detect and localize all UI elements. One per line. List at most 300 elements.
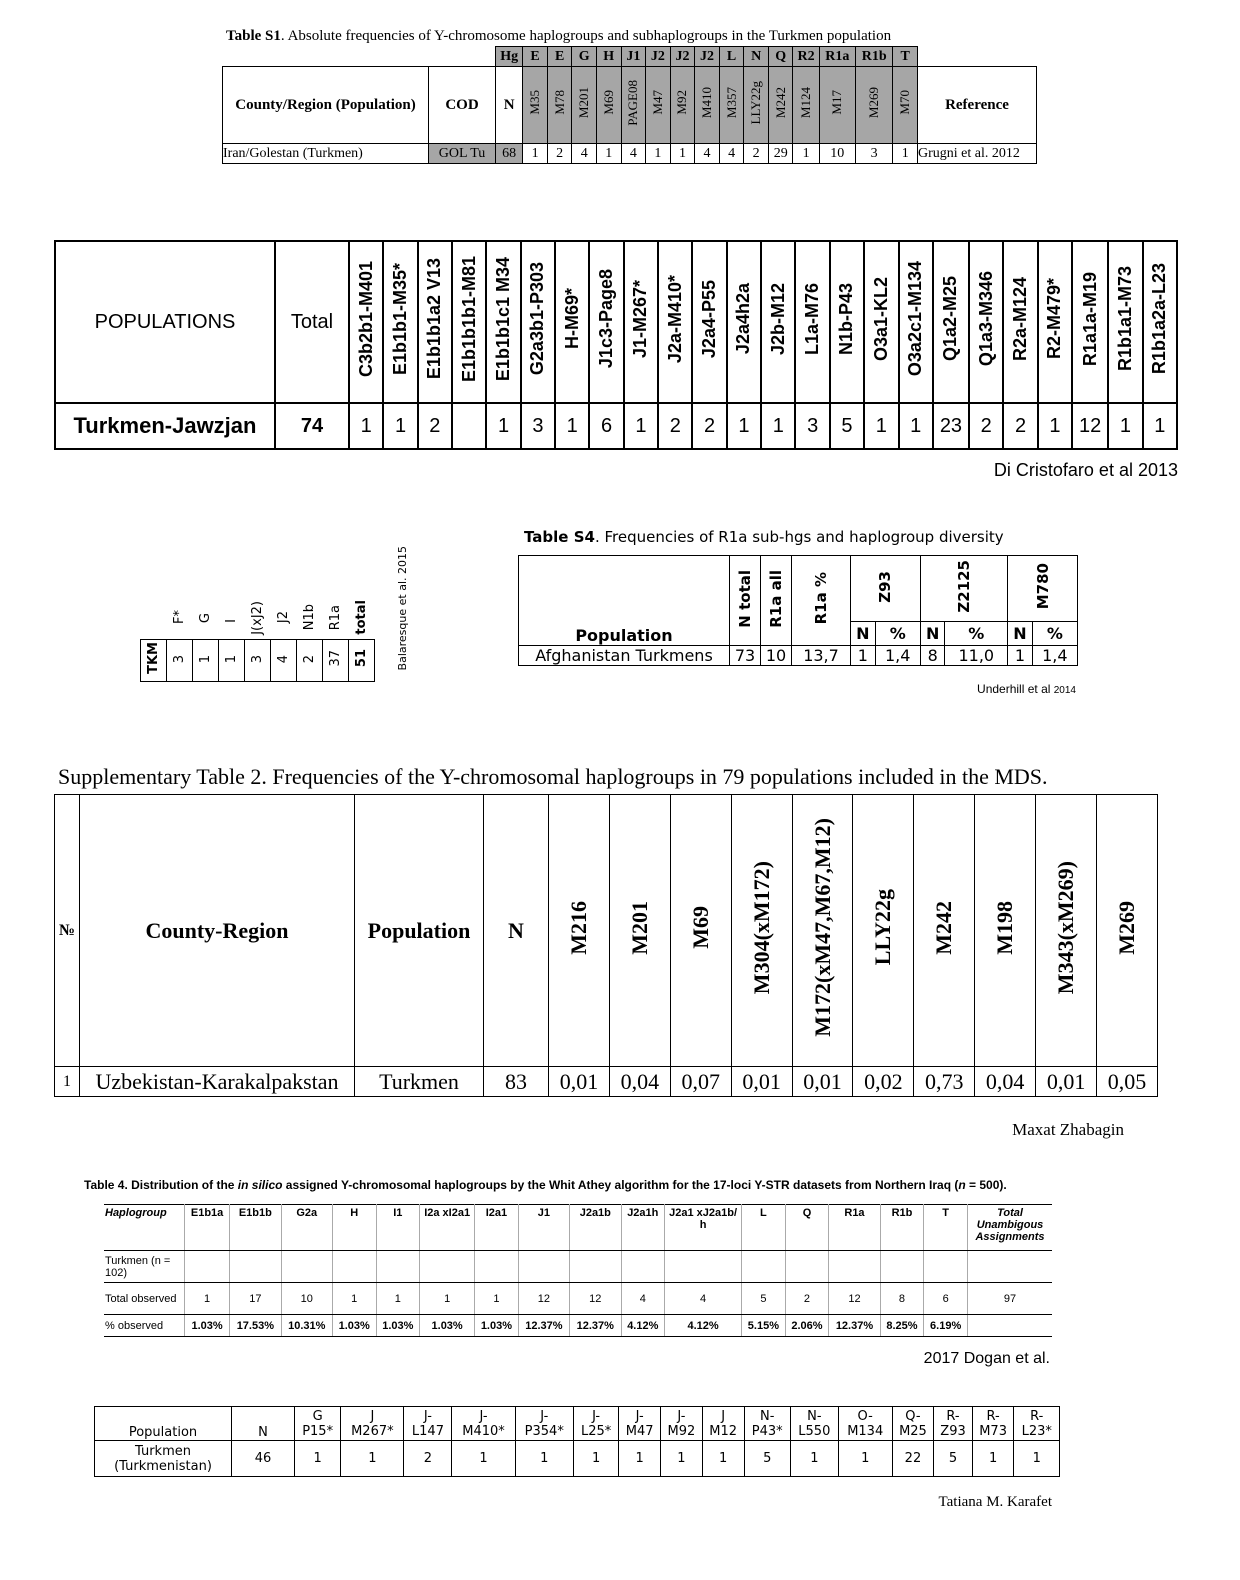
hg-header-line1: J- xyxy=(592,1408,601,1424)
haplogroup-label: R1a1a-M19 xyxy=(1079,271,1100,367)
value-cell: 37 xyxy=(328,649,343,667)
value-cell: 17 xyxy=(230,1283,281,1315)
value-cell xyxy=(281,1251,332,1283)
underhill-caption-label: Table S4 xyxy=(524,528,595,546)
marker-label: M35 xyxy=(527,90,543,115)
n-cell: 68 xyxy=(496,144,523,164)
value-cell: 3 xyxy=(250,655,265,664)
marker-label: M201 xyxy=(576,86,592,119)
value-cell xyxy=(880,1251,924,1283)
value-cell: 5 xyxy=(744,1441,790,1477)
haplogroup-label: J1c3-Page8 xyxy=(596,269,617,369)
hg-header: J2a1 xJ2a1b/ h xyxy=(665,1205,742,1251)
marker-header xyxy=(819,67,855,144)
value-cell: 4 xyxy=(695,144,720,164)
value-cell: 4 xyxy=(719,144,744,164)
marker-label: M357 xyxy=(723,86,739,119)
hg-header-line1: O- xyxy=(857,1408,873,1424)
haplogroup-header xyxy=(624,241,658,403)
value-cell: 0,07 xyxy=(670,1067,731,1097)
value-cell: 1 xyxy=(838,1441,892,1477)
value-cell: 1 xyxy=(452,1441,515,1477)
hg-cell: R2 xyxy=(793,47,819,67)
marker-label: M69 xyxy=(600,90,616,115)
value-cell: 1 xyxy=(702,1441,744,1477)
marker-header xyxy=(768,67,793,144)
value-cell xyxy=(829,1251,880,1283)
marker-label: M69 xyxy=(687,906,713,949)
hg-label: G xyxy=(198,612,213,623)
hg-header xyxy=(573,1407,618,1441)
value-cell: 1 xyxy=(295,1441,341,1477)
underhill-credit xyxy=(870,682,1076,696)
value-cell: 11,0 xyxy=(945,646,1008,666)
value-cell: 1 xyxy=(661,1441,703,1477)
dogan-credit: 2017 Dogan et al. xyxy=(923,1350,1050,1367)
hg-header: L xyxy=(742,1205,786,1251)
table-s1-caption xyxy=(226,28,1037,46)
haplogroup-label: E1b1b1-M35* xyxy=(390,262,411,376)
value-cell: 4 xyxy=(621,1283,665,1315)
marker-header xyxy=(670,795,731,1067)
value-cell: 1 xyxy=(515,1441,573,1477)
value-cell: 2 xyxy=(744,144,769,164)
value-cell: 5 xyxy=(742,1283,786,1315)
total-cell xyxy=(968,1315,1053,1337)
value-cell xyxy=(785,1251,829,1283)
value-cell: 2 xyxy=(969,403,1003,449)
marker-header xyxy=(695,67,720,144)
haplogroup-label: E1b1b1c1 M34 xyxy=(493,256,514,382)
hg-label: N1b xyxy=(302,604,317,631)
hg-cell: E xyxy=(547,47,572,67)
r1aall-label: R1a all xyxy=(767,569,785,628)
hg-header-line1: J xyxy=(721,1408,726,1424)
haplogroup-header xyxy=(486,241,520,403)
haplogroup-header xyxy=(795,241,829,403)
marker-header xyxy=(547,67,572,144)
value-cell: 8.25% xyxy=(880,1315,924,1337)
haplogroup-header xyxy=(761,241,795,403)
value-cell xyxy=(924,1251,968,1283)
hg-header: J2a1b xyxy=(570,1205,621,1251)
hg-cell: R1b xyxy=(855,47,892,67)
row-label: Total observed xyxy=(104,1283,185,1315)
row-label: Turkmen (n = 102) xyxy=(104,1251,185,1283)
value-cell: 1,4 xyxy=(1032,646,1077,666)
n-subheader: N xyxy=(920,622,945,646)
value-cell: 1.03% xyxy=(420,1315,475,1337)
value-cell: 1 xyxy=(224,655,239,664)
value-cell: 6 xyxy=(589,403,623,449)
table-s1-block xyxy=(222,28,1037,164)
marker-label: LLY22g xyxy=(870,889,896,966)
marker-label: M17 xyxy=(829,90,845,115)
value-cell xyxy=(621,1251,665,1283)
value-cell: 1 xyxy=(383,403,417,449)
marker-header xyxy=(914,795,975,1067)
marker-label: M242 xyxy=(772,86,788,119)
hg-header xyxy=(702,1407,744,1441)
hg-header xyxy=(515,1407,573,1441)
haplogroup-header xyxy=(452,241,486,403)
dogan-block xyxy=(104,1204,1052,1337)
pct-subheader: % xyxy=(875,622,920,646)
hg-header xyxy=(661,1407,703,1441)
balaresque-credit xyxy=(396,546,409,670)
value-cell: 17.53% xyxy=(230,1315,281,1337)
r1apct-label: R1a % xyxy=(812,572,830,625)
group-header xyxy=(920,556,1007,622)
haplogroup-label: J2a-M410* xyxy=(664,274,685,364)
value-cell xyxy=(570,1251,621,1283)
hg-cell: N xyxy=(744,47,769,67)
value-cell: 0,01 xyxy=(792,1067,853,1097)
hg-cell: R1a xyxy=(819,47,855,67)
value-cell: 6 xyxy=(924,1283,968,1315)
haplogroup-label: O3a2c1-M134 xyxy=(905,261,926,377)
value-cell: 5.15% xyxy=(742,1315,786,1337)
hg-label: I xyxy=(224,618,239,623)
group-label: M780 xyxy=(1033,563,1052,610)
haplogroup-header xyxy=(555,241,589,403)
hg-header-line1: J xyxy=(370,1408,375,1424)
value-cell: 1 xyxy=(596,144,621,164)
value-cell: 1 xyxy=(670,144,695,164)
value-cell: 1 xyxy=(793,144,819,164)
hg-cell: J2 xyxy=(695,47,720,67)
hg-header xyxy=(341,1407,404,1441)
haplogroup-header xyxy=(1003,241,1037,403)
balaresque-block xyxy=(140,600,380,675)
value-cell: 10 xyxy=(761,646,792,666)
zhabagin-block xyxy=(54,794,1158,1097)
underhill-caption xyxy=(524,528,1004,546)
hg-header xyxy=(452,1407,515,1441)
marker-label: M242 xyxy=(931,900,957,955)
marker-label: M304(xM172) xyxy=(748,860,774,995)
value-cell: 4 xyxy=(621,144,646,164)
hg-header: I2a xI2a1 xyxy=(420,1205,475,1251)
dicristofaro-block xyxy=(54,240,1178,450)
table-s1 xyxy=(222,46,1037,164)
value-cell: 1 xyxy=(523,144,548,164)
haplogroup-label: R2a-M124 xyxy=(1010,276,1031,362)
hg-header xyxy=(934,1407,972,1441)
haplogroup-label: L1a-M76 xyxy=(802,282,823,356)
haplogroup-label: J2b-M12 xyxy=(767,282,788,356)
value-cell: 12.37% xyxy=(570,1315,621,1337)
dogan-caption xyxy=(84,1178,1007,1192)
hg-header-line2: M73 xyxy=(979,1423,1007,1439)
marker-header xyxy=(975,795,1036,1067)
marker-header xyxy=(719,67,744,144)
value-cell: 1 xyxy=(555,403,589,449)
haplogroup-label: J1-M267* xyxy=(630,279,651,359)
n-cell: 83 xyxy=(484,1067,549,1097)
total-label: total xyxy=(354,600,369,635)
haplogroup-header xyxy=(383,241,417,403)
population-label: TKM xyxy=(146,642,161,675)
hg-header-line1: J- xyxy=(677,1408,686,1424)
value-cell: 5 xyxy=(830,403,864,449)
n-header: N xyxy=(496,67,523,144)
marker-header xyxy=(793,67,819,144)
marker-header xyxy=(549,795,610,1067)
n-header: N xyxy=(484,795,549,1067)
county-header: County-Region xyxy=(80,795,355,1067)
value-cell: 1 xyxy=(761,403,795,449)
table-s1-caption-label: Table S1 xyxy=(226,28,281,44)
value-cell: 2 xyxy=(1003,403,1037,449)
haplogroup-header xyxy=(692,241,726,403)
hg-header-line2: P15* xyxy=(302,1423,334,1439)
value-cell: 12 xyxy=(829,1283,880,1315)
hg-cell: T xyxy=(893,47,918,67)
value-cell: 1.03% xyxy=(332,1315,376,1337)
value-cell: 2 xyxy=(302,655,317,664)
hg-header xyxy=(972,1407,1014,1441)
hg-header-line2: P354* xyxy=(524,1423,564,1439)
group-label: Z2125 xyxy=(954,560,973,613)
value-cell xyxy=(665,1251,742,1283)
value-cell: 1,4 xyxy=(875,646,920,666)
value-cell: 73 xyxy=(730,646,761,666)
group-header xyxy=(1008,556,1078,622)
value-cell xyxy=(518,1251,569,1283)
population-header: Population xyxy=(355,795,484,1067)
hg-header: H xyxy=(332,1205,376,1251)
hg-cell: J2 xyxy=(646,47,671,67)
value-cell: 10 xyxy=(281,1283,332,1315)
value-cell xyxy=(185,1251,230,1283)
underhill-block xyxy=(518,555,1078,666)
hg-header: T xyxy=(924,1205,968,1251)
hg-header-line2: L147 xyxy=(411,1423,444,1439)
value-cell: 4 xyxy=(276,655,291,664)
value-cell: 12.37% xyxy=(518,1315,569,1337)
hg-cell: H xyxy=(596,47,621,67)
marker-label: M343(xM269) xyxy=(1053,860,1079,995)
haplogroup-label: O3a1-KL2 xyxy=(870,276,891,362)
karafet-block xyxy=(94,1406,1060,1477)
value-cell: 1 xyxy=(899,403,933,449)
haplogroup-label: Q1a2-M25 xyxy=(940,276,961,362)
value-cell: 1 xyxy=(341,1441,404,1477)
haplogroup-header xyxy=(1143,241,1177,403)
hg-header xyxy=(892,1407,934,1441)
hg-cell: Q xyxy=(768,47,793,67)
value-cell: 1 xyxy=(185,1283,230,1315)
marker-header xyxy=(670,67,695,144)
hg-header-line2: P43* xyxy=(751,1423,783,1439)
marker-header xyxy=(646,67,671,144)
hg-header-line2: M134 xyxy=(847,1423,884,1439)
value-cell: 12 xyxy=(518,1283,569,1315)
marker-header xyxy=(893,67,918,144)
value-cell: 4 xyxy=(572,144,597,164)
marker-header xyxy=(731,795,792,1067)
population-cell: Afghanistan Turkmens xyxy=(519,646,730,666)
group-label: Z93 xyxy=(876,570,895,603)
value-cell: 1.03% xyxy=(185,1315,230,1337)
value-cell: 5 xyxy=(934,1441,972,1477)
hg-header xyxy=(295,1407,341,1441)
value-cell: 1 xyxy=(1008,646,1033,666)
dogan-caption-a: Table 4. Distribution of the xyxy=(84,1178,238,1192)
value-cell: 1 xyxy=(851,646,876,666)
value-cell: 1 xyxy=(1143,403,1177,449)
marker-header xyxy=(744,67,769,144)
haplogroup-header xyxy=(864,241,898,403)
haplogroup-header xyxy=(658,241,692,403)
marker-label: M410 xyxy=(699,86,714,119)
n-subheader: N xyxy=(851,622,876,646)
value-cell: 1 xyxy=(475,1283,519,1315)
underhill-table xyxy=(518,555,1078,666)
total-cell: 74 xyxy=(275,403,349,449)
hg-header-line2: L550 xyxy=(798,1423,831,1439)
value-cell xyxy=(742,1251,786,1283)
n-subheader: N xyxy=(1008,622,1033,646)
hg-header xyxy=(404,1407,452,1441)
haplogroup-label: N1b-P43 xyxy=(836,282,857,356)
population-header xyxy=(519,556,730,646)
n-cell: 46 xyxy=(232,1441,295,1477)
hg-header-line1: J- xyxy=(423,1408,432,1424)
cod-cell: GOL Tu xyxy=(429,144,496,164)
hg-header-line1: G xyxy=(312,1408,323,1424)
value-cell: 1.03% xyxy=(475,1315,519,1337)
population-cell: Turkmen xyxy=(355,1067,484,1097)
hg-cell: J1 xyxy=(621,47,646,67)
haplogroup-header xyxy=(933,241,969,403)
haplogroup-header xyxy=(589,241,623,403)
value-cell: 13,7 xyxy=(792,646,851,666)
value-cell xyxy=(376,1251,420,1283)
hg-header-line2: M267* xyxy=(351,1423,394,1439)
marker-header xyxy=(523,67,548,144)
marker-header xyxy=(1036,795,1097,1067)
population-header: Population xyxy=(95,1407,232,1441)
marker-header xyxy=(855,67,892,144)
hg-header xyxy=(619,1407,661,1441)
hg-header: E1b1a xyxy=(185,1205,230,1251)
balaresque-credit-text: Balaresque et al. 2015 xyxy=(396,546,409,671)
hg-cell: E xyxy=(523,47,548,67)
hg-cell: G xyxy=(572,47,597,67)
value-cell: 12 xyxy=(1072,403,1108,449)
ntotal-header xyxy=(730,556,761,646)
cod-header: COD xyxy=(429,67,496,144)
value-cell: 22 xyxy=(892,1441,934,1477)
marker-label: M70 xyxy=(897,90,913,115)
hg-header: I2a1 xyxy=(475,1205,519,1251)
marker-label: M78 xyxy=(551,90,567,115)
value-cell: 12.37% xyxy=(829,1315,880,1337)
haplogroup-header xyxy=(727,241,761,403)
total-cell xyxy=(968,1251,1053,1283)
value-cell: 0,01 xyxy=(549,1067,610,1097)
value-cell: 2 xyxy=(658,403,692,449)
hg-header-line2: Z93 xyxy=(940,1423,966,1439)
value-cell: 1 xyxy=(332,1283,376,1315)
value-cell: 0,01 xyxy=(731,1067,792,1097)
marker-label: M172(xM47,M67,M12) xyxy=(809,818,835,1037)
haplogroup-label: E1b1b1a2 V13 xyxy=(424,258,445,380)
value-cell: 0,04 xyxy=(609,1067,670,1097)
marker-label: M269 xyxy=(1114,900,1139,955)
value-cell: 1 xyxy=(864,403,898,449)
marker-header xyxy=(1097,795,1158,1067)
hg-header-line1: J- xyxy=(635,1408,644,1424)
marker-label: PAGE08 xyxy=(625,79,641,126)
dicristofaro-table xyxy=(54,240,1178,450)
value-cell: 0,01 xyxy=(1036,1067,1097,1097)
hg-label: J(xJ2) xyxy=(250,600,265,635)
haplogroup-label: R1b1a1-M73 xyxy=(1114,266,1135,372)
value-cell: 1 xyxy=(376,1283,420,1315)
hg-header-line1: Q- xyxy=(905,1408,921,1424)
value-cell: 1 xyxy=(646,144,671,164)
hg-header-line2: L23* xyxy=(1021,1423,1052,1439)
marker-header xyxy=(609,795,670,1067)
value-cell: 10.31% xyxy=(281,1315,332,1337)
hg-label: R1a xyxy=(328,604,343,630)
marker-label: LLY22g xyxy=(748,80,764,125)
marker-label: M92 xyxy=(674,90,690,115)
hg-header: G2a xyxy=(281,1205,332,1251)
hg-header xyxy=(790,1407,838,1441)
value-cell: 8 xyxy=(880,1283,924,1315)
karafet-credit: Tatiana M. Karafet xyxy=(938,1494,1052,1510)
value-cell xyxy=(332,1251,376,1283)
haplogroup-header xyxy=(830,241,864,403)
dogan-caption-em: in silico xyxy=(237,1178,283,1192)
hg-label: F* xyxy=(172,610,187,625)
hg-header: Q xyxy=(785,1205,829,1251)
dogan-caption-c: = 500). xyxy=(965,1178,1007,1192)
value-cell: 1 xyxy=(573,1441,618,1477)
row-label: % observed xyxy=(104,1315,185,1337)
hg-header-line2: M25 xyxy=(899,1423,927,1439)
hg-header-line2: M410* xyxy=(462,1423,505,1439)
zhabagin-credit: Maxat Zhabagin xyxy=(1012,1120,1124,1139)
marker-label: M198 xyxy=(992,900,1018,955)
value-cell: 1 xyxy=(1038,403,1072,449)
marker-label: M216 xyxy=(565,900,591,955)
hg-header: I1 xyxy=(376,1205,420,1251)
population-name: Turkmen-Jawzjan xyxy=(55,403,275,449)
value-cell: 3 xyxy=(172,655,187,664)
value-cell xyxy=(230,1251,281,1283)
haplogroup-label: H-M69* xyxy=(561,288,582,350)
underhill-credit-year: 2014 xyxy=(1053,685,1076,696)
value-cell: 1 xyxy=(1108,403,1142,449)
hg-header-line1: J- xyxy=(540,1408,549,1424)
value-cell: 10 xyxy=(819,144,855,164)
no-cell: 1 xyxy=(55,1067,80,1097)
county-header: County/Region (Population) xyxy=(223,67,429,144)
marker-label: M269 xyxy=(866,86,882,119)
marker-header xyxy=(572,67,597,144)
zhabagin-title: Supplementary Table 2. Frequencies of the Y-chromosomal haplogroups in 79 populations included in the MDS. xyxy=(58,764,1048,789)
value-cell: 1 xyxy=(198,655,213,664)
haplogroup-label: E1b1b1b1-M81 xyxy=(458,255,479,383)
hg-header-line1: R- xyxy=(946,1408,960,1424)
haplogroup-header xyxy=(1038,241,1072,403)
value-cell: 1 xyxy=(349,403,383,449)
